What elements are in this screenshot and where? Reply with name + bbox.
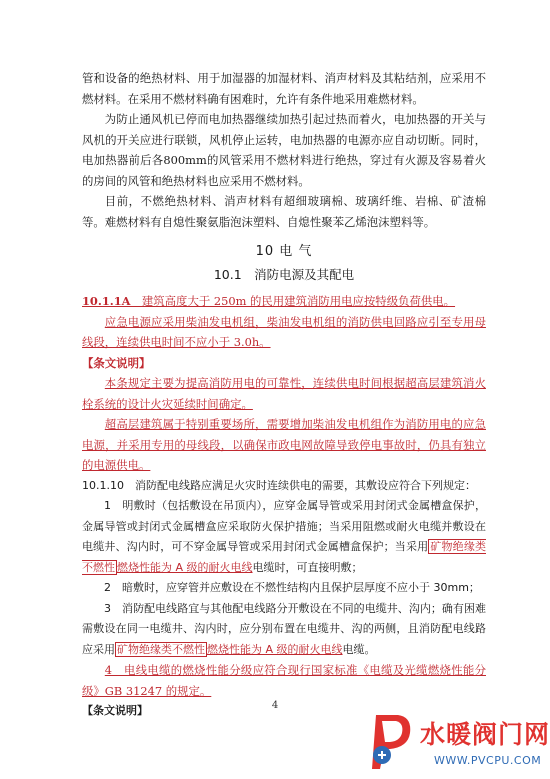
- section-heading: 10.1 消防电源及其配电: [213, 266, 355, 282]
- clause-number: 10.1.10: [82, 478, 124, 492]
- clause-text: 建筑高度大于 250m 的民用建筑消防用电应按特级负荷供电。: [130, 294, 456, 308]
- highlight-box: 矿物绝缘类不燃性: [117, 642, 205, 656]
- highlight-red: 燃烧性能为 A 级的耐火电线: [117, 560, 253, 574]
- clause-item-4: 4 电线电缆的燃烧性能分级应符合现行国家标准《电缆及光缆燃烧性能分级》GB 31247 的规定。: [82, 663, 486, 698]
- watermark-url: WWW.PVCPU.COM: [434, 754, 542, 767]
- page-content: [82, 68, 486, 722]
- paragraph-interlock: 为防止通风机已停而电加热器继续加热引起过热而着火，电加热器的开关与风机的开关应进行联锁，风机停止运转，电加热器的电源亦应自动切断。同时，电加热器前后各800mm的风管采用不燃材料进行绝热，穿过有火源及容易着火的房间的风管和绝热材料也应采用不燃材料。: [82, 112, 486, 188]
- clause-intro: 消防配电线路应满足火灾时连续供电的需要，其敷设应符合下列规定：: [124, 478, 476, 492]
- explanation-reliability: 本条规定主要为提高消防用电的可靠性，连续供电时间根据超高层建筑消火栓系统的设计火灾延续时间确定。: [82, 376, 486, 411]
- clause-item-2: 2 暗敷时，应穿管并应敷设在不燃性结构内且保护层厚度不应小于 30mm；: [104, 581, 480, 594]
- valve-logo-icon: [368, 711, 414, 773]
- site-watermark: [368, 709, 550, 779]
- clause-10-1-10: [82, 476, 486, 497]
- watermark-name: 水暖阀门网: [420, 720, 550, 749]
- clause-10-1-1a-emergency: 应急电源应采用柴油发电机组，柴油发电机组的消防供电回路应引至专用母线段，连续供电时间不应小于 3.0h。: [82, 314, 486, 349]
- clause-item-3: 3 消防配电线路宜与其他配电线路分开敷设在不同的电缆井、沟内；确有困难需敷设在同一电缆井、沟内时，应分别布置在电缆井、沟的两侧，且消防配电线路应采用 矿物绝缘类不燃性 燃烧性能为 A 级的耐火电线电缆。: [82, 601, 486, 656]
- highlight-red: 燃烧性能为 A 级的耐火电线: [207, 642, 343, 656]
- clause-item-1: 1 明敷时（包括敷设在吊顶内），应穿金属导管或采用封闭式金属槽盒保护，金属导管或封闭式金属槽盒应采取防火保护措施；当采用阻燃或耐火电缆并敷设在电缆井、沟内时，可不穿金属导管或采用封闭式金属槽盒保护；当采用 矿物绝缘类不燃性 燃烧性能为 A 级的耐火电线电缆时，可直接明敷；: [82, 499, 486, 574]
- clause-number: 10.1.1A: [82, 294, 131, 308]
- highlight-box: 矿物绝缘类不燃性: [82, 540, 486, 574]
- explanation-generator: 超高层建筑属于特别重要场所，需要增加柴油发电机组作为消防用电的应急电源，并采用专用的母线段，以确保市政电网故障导致停电事故时，仍具有独立的电源供电。: [82, 417, 486, 472]
- explanation-label: 【条文说明】: [82, 355, 151, 370]
- page-number: 4: [271, 700, 279, 711]
- explanation-label-2: 【条文说明】: [82, 704, 148, 717]
- clause-10-1-1a: [82, 291, 486, 312]
- paragraph-materials: 目前，不燃绝热材料、消声材料有超细玻璃棉、玻璃纤维、岩棉、矿渣棉等。难燃材料有自熄性聚氨脂泡沫塑料、自熄性聚苯乙烯泡沫塑料等。: [82, 194, 486, 229]
- chapter-heading: 10 电 气: [255, 244, 313, 259]
- paragraph-continued: 管和设备的绝热材料、用于加湿器的加湿材料、消声材料及其粘结剂，应采用不燃材料。在采用不燃材料确有困难时，允许有条件地采用难燃材料。: [82, 71, 486, 106]
